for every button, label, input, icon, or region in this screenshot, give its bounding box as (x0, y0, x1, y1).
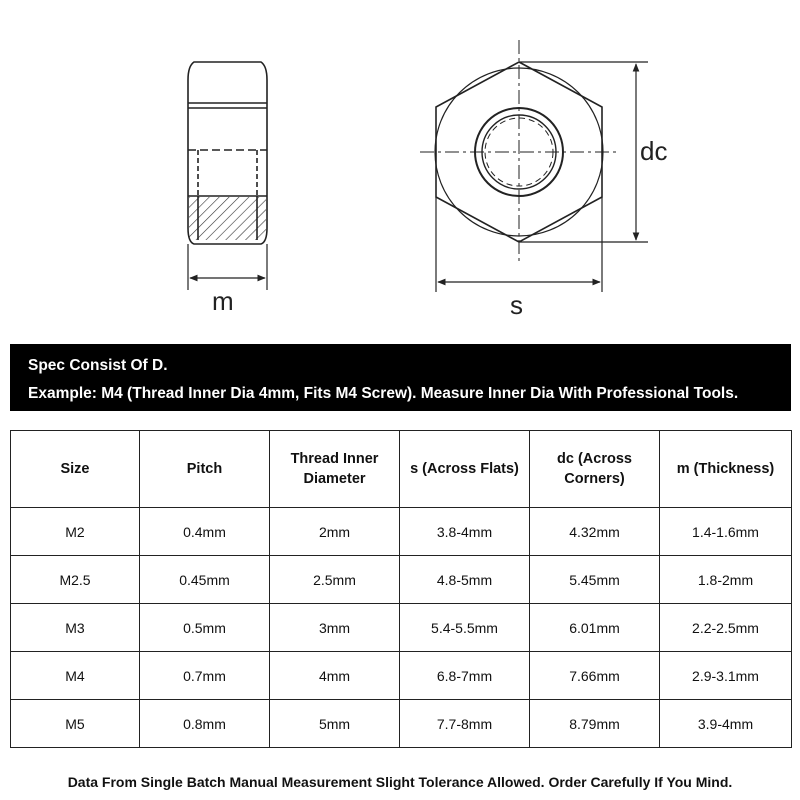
cell-thread-inner-diameter: 5mm (270, 700, 400, 748)
cell-thread-inner-diameter: 2.5mm (270, 556, 400, 604)
footer-note: Data From Single Batch Manual Measurement Slight Tolerance Allowed. Order Carefully If You Mind. (67, 774, 733, 790)
cell-thickness: 2.9-3.1mm (660, 652, 792, 700)
cell-pitch: 0.5mm (140, 604, 270, 652)
nut-side-view (188, 62, 267, 244)
cell-pitch: 0.8mm (140, 700, 270, 748)
table-row (11, 700, 792, 748)
cell-thickness: 1.4-1.6mm (660, 508, 792, 556)
cell-pitch: 0.4mm (140, 508, 270, 556)
cell-thickness: 3.9-4mm (660, 700, 792, 748)
cell-size: M4 (11, 652, 140, 700)
cell-across-flats: 6.8-7mm (400, 652, 530, 700)
cell-across-corners: 7.66mm (530, 652, 660, 700)
cell-thread-inner-diameter: 3mm (270, 604, 400, 652)
dimension-label-s: s (510, 290, 523, 320)
dimension-label-dc: dc (640, 136, 668, 166)
dimension-label-m: m (212, 286, 234, 316)
header-thread-inner-diameter: Thread Inner Diameter (270, 431, 400, 508)
cell-size: M5 (11, 700, 140, 748)
header-across-flats: s (Across Flats) (400, 431, 530, 508)
cell-size: M2 (11, 508, 140, 556)
spec-info-banner (10, 344, 791, 411)
banner-line-1: Spec Consist Of D. (28, 357, 168, 374)
table-row (11, 604, 792, 652)
cell-across-corners: 6.01mm (530, 604, 660, 652)
cell-thread-inner-diameter: 4mm (270, 652, 400, 700)
cell-across-corners: 4.32mm (530, 508, 660, 556)
cell-thickness: 2.2-2.5mm (660, 604, 792, 652)
cell-thread-inner-diameter: 2mm (270, 508, 400, 556)
cell-across-flats: 7.7-8mm (400, 700, 530, 748)
cell-across-flats: 5.4-5.5mm (400, 604, 530, 652)
cell-pitch: 0.45mm (140, 556, 270, 604)
hex-nut-technical-drawing (0, 0, 800, 340)
cell-size: M3 (11, 604, 140, 652)
cell-across-corners: 5.45mm (530, 556, 660, 604)
cell-thickness: 1.8-2mm (660, 556, 792, 604)
cell-size: M2.5 (11, 556, 140, 604)
header-thickness: m (Thickness) (660, 431, 792, 508)
hex-nut-drawing-svg (0, 0, 800, 340)
table-row (11, 652, 792, 700)
header-size: Size (11, 431, 140, 508)
header-pitch: Pitch (140, 431, 270, 508)
cell-across-flats: 4.8-5mm (400, 556, 530, 604)
dimension-m (188, 244, 267, 290)
table-row (11, 556, 792, 604)
table-header-row (11, 431, 792, 508)
spec-table (10, 430, 792, 748)
cell-across-flats: 3.8-4mm (400, 508, 530, 556)
table-row (11, 508, 792, 556)
banner-line-2: Example: M4 (Thread Inner Dia 4mm, Fits M4 Screw). Measure Inner Dia With Professional Tools. (28, 385, 739, 402)
cell-across-corners: 8.79mm (530, 700, 660, 748)
cell-pitch: 0.7mm (140, 652, 270, 700)
header-across-corners: dc (Across Corners) (530, 431, 660, 508)
nut-top-view (420, 40, 618, 262)
